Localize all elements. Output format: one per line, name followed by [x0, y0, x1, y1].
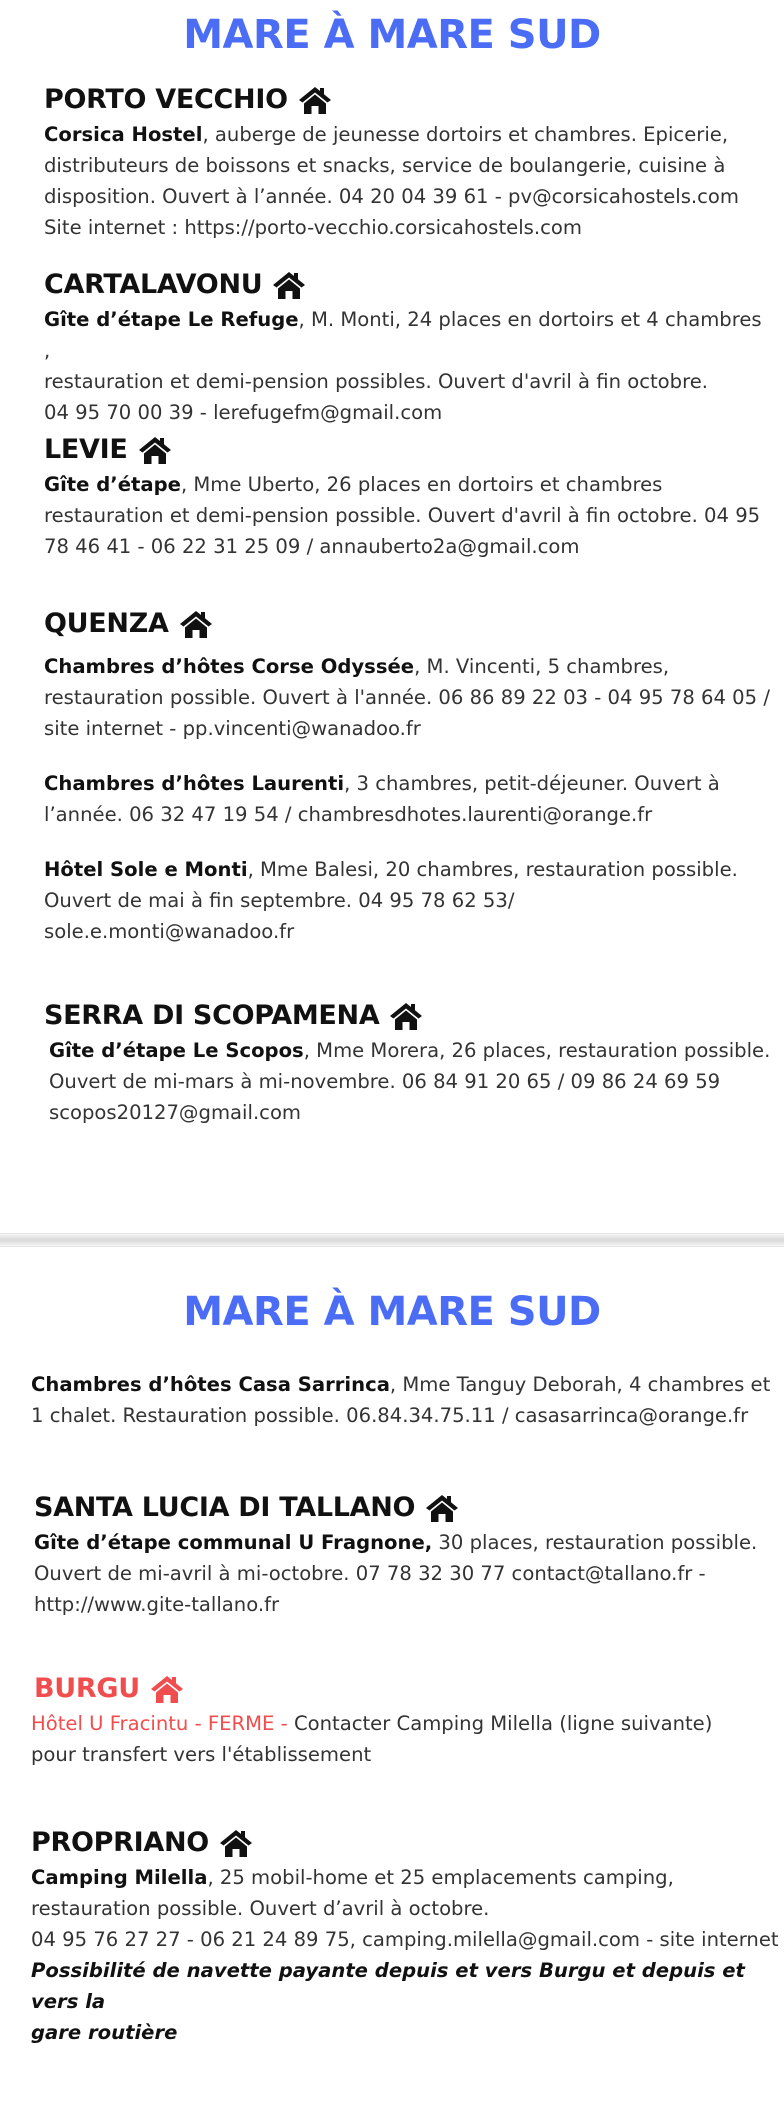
- page-2: [0, 1247, 784, 2111]
- entry-text-line: , M. Vincenti, 5 chambres,: [414, 655, 670, 678]
- section-heading: [44, 84, 774, 115]
- entry-text-line: http://www.gite-tallano.fr: [34, 1593, 280, 1616]
- entry-text-line: Contacter Camping Milella (ligne suivante): [293, 1712, 713, 1735]
- page-separator: [0, 1233, 784, 1247]
- section-heading: [44, 1000, 774, 1031]
- section-heading-text: PROPRIANO: [31, 1827, 209, 1858]
- entry-gite-le-refuge: [44, 304, 774, 428]
- entry-name: Gîte d’étape Le Refuge: [44, 308, 299, 331]
- section-serra-di-scopamena: [44, 1000, 774, 1128]
- entry-u-fragnone: [34, 1527, 764, 1620]
- entry-text-line: 1 chalet. Restauration possible. 06.84.34.75.11 / casasarrinca@orange.fr: [31, 1404, 749, 1427]
- entry-text-line: , Mme Tanguy Deborah, 4 chambres et: [389, 1373, 771, 1396]
- section-heading: [31, 1827, 781, 1858]
- house-icon: [179, 609, 213, 639]
- house-icon: [138, 435, 172, 465]
- section-quenza: [44, 608, 774, 947]
- house-icon: [425, 1493, 459, 1523]
- entry-text-line: restauration possible. Ouvert à l'année. 06 86 89 22 03 - 04 95 78 64 05 /: [44, 686, 770, 709]
- closed-notice: Hôtel U Fracintu - FERME -: [31, 1712, 294, 1735]
- entry-name: Gîte d’étape communal U Fragnone,: [34, 1531, 433, 1554]
- section-heading-text: PORTO VECCHIO: [44, 84, 288, 115]
- section-heading-text: CARTALAVONU: [44, 269, 263, 300]
- section-levie: [44, 434, 774, 562]
- house-icon: [298, 85, 332, 115]
- entry-text-line: 78 46 41 - 06 22 31 25 09 / annauberto2a@gmail.com: [44, 535, 580, 558]
- entry-text-line: Ouvert de mi-avril à mi-octobre. 07 78 32 30 77 contact@tallano.fr -: [34, 1562, 706, 1585]
- section-heading-text: SERRA DI SCOPAMENA: [44, 1000, 380, 1031]
- shuttle-note: [31, 1955, 781, 2048]
- entry-name: Corsica Hostel: [44, 123, 203, 146]
- section-heading-text: LEVIE: [44, 434, 128, 465]
- entry-gite-levie: [44, 469, 774, 562]
- note-line: Possibilité de navette payante depuis et vers Burgu et depuis et vers la: [31, 1959, 745, 2013]
- entry-text-line: , 25 mobil-home et 25 emplacements camping,: [207, 1866, 674, 1889]
- section-heading: [34, 1673, 764, 1704]
- entry-name: Chambres d’hôtes Corse Odyssée: [44, 655, 415, 678]
- entry-text-line: , Mme Balesi, 20 chambres, restauration possible.: [247, 858, 738, 881]
- section-heading: [44, 269, 774, 300]
- section-heading: [34, 1492, 764, 1523]
- entry-text-line: 30 places, restauration possible.: [432, 1531, 758, 1554]
- entry-text-line: restauration et demi-pension possible. Ouvert d'avril à fin octobre. 04 95: [44, 504, 761, 527]
- page-title: MARE À MARE SUD: [183, 1289, 601, 1335]
- entry-text-line: scopos20127@gmail.com: [49, 1101, 302, 1124]
- entry-camping-milella: [31, 1862, 781, 1955]
- entry-name: Gîte d’étape Le Scopos: [49, 1039, 304, 1062]
- entry-name: Camping Milella: [31, 1866, 208, 1889]
- entry-name: Chambres d’hôtes Casa Sarrinca: [31, 1373, 390, 1396]
- entry-casa-sarrinca: [31, 1369, 781, 1431]
- entry-text-line: distributeurs de boissons et snacks, service de boulangerie, cuisine à: [44, 154, 726, 177]
- entry-text-line: restauration et demi-pension possibles. Ouvert d'avril à fin octobre.: [44, 370, 709, 393]
- house-icon: [219, 1828, 253, 1858]
- entry-text-line: 04 95 70 00 39 - lerefugefm@gmail.com: [44, 401, 443, 424]
- entry-text-line: sole.e.monti@wanadoo.fr: [44, 920, 295, 943]
- section-heading-text: SANTA LUCIA DI TALLANO: [34, 1492, 416, 1523]
- entry-name: Chambres d’hôtes Laurenti: [44, 772, 345, 795]
- section-porto-vecchio: [44, 84, 774, 243]
- section-cartalavonu: [44, 269, 774, 428]
- entry-text-line: , Mme Uberto, 26 places en dortoirs et chambres: [180, 473, 663, 496]
- entry-text-line: l’année. 06 32 47 19 54 / chambresdhotes.laurenti@orange.fr: [44, 803, 653, 826]
- section-propriano: [31, 1827, 781, 2048]
- house-icon: [272, 270, 306, 300]
- entry-text-line: 04 95 76 27 27 - 06 21 24 89 75, camping.milella@gmail.com - site internet: [31, 1928, 779, 1951]
- entry-text-line: , Mme Morera, 26 places, restauration possible.: [303, 1039, 771, 1062]
- house-icon: [150, 1674, 184, 1704]
- page-title: MARE À MARE SUD: [183, 12, 601, 58]
- house-icon: [389, 1001, 423, 1031]
- entry-text-line: Ouvert de mai à fin septembre. 04 95 78 62 53/: [44, 889, 515, 912]
- entry-text-line: , M. Monti, 24 places en dortoirs et 4 chambres ,: [44, 308, 762, 362]
- entry-sole-e-monti: [44, 854, 774, 947]
- note-line: gare routière: [31, 2021, 178, 2044]
- section-santa-lucia-di-tallano: [34, 1492, 764, 1620]
- entry-gite-le-scopos: [44, 1035, 774, 1128]
- section-heading-text: BURGU: [34, 1673, 140, 1704]
- entry-laurenti: [44, 768, 774, 830]
- entry-corse-odyssee: [44, 651, 774, 744]
- entry-corsica-hostel: [44, 119, 774, 243]
- section-burgu: [31, 1673, 764, 1770]
- entry-text-line: restauration possible. Ouvert d’avril à octobre.: [31, 1897, 490, 1920]
- entry-name: Hôtel Sole e Monti: [44, 858, 248, 881]
- entry-u-fracintu: [31, 1708, 764, 1770]
- section-heading-text: QUENZA: [44, 608, 169, 639]
- section-heading: [44, 608, 774, 639]
- entry-text-line: pour transfert vers l'établissement: [31, 1743, 372, 1766]
- entry-text-line: disposition. Ouvert à l’année. 04 20 04 39 61 - pv@corsicahostels.com: [44, 185, 739, 208]
- section-casa-sarrinca: [31, 1369, 781, 1431]
- entry-text-line: , auberge de jeunesse dortoirs et chambres. Epicerie,: [202, 123, 729, 146]
- entry-text-line: site internet - pp.vincenti@wanadoo.fr: [44, 717, 421, 740]
- section-heading: [44, 434, 774, 465]
- entry-text-line: Ouvert de mi-mars à mi-novembre. 06 84 91 20 65 / 09 86 24 69 59: [49, 1070, 721, 1093]
- entry-text-line: , 3 chambres, petit-déjeuner. Ouvert à: [344, 772, 720, 795]
- entry-name: Gîte d’étape: [44, 473, 181, 496]
- entry-text-line: Site internet : https://porto-vecchio.corsicahostels.com: [44, 216, 582, 239]
